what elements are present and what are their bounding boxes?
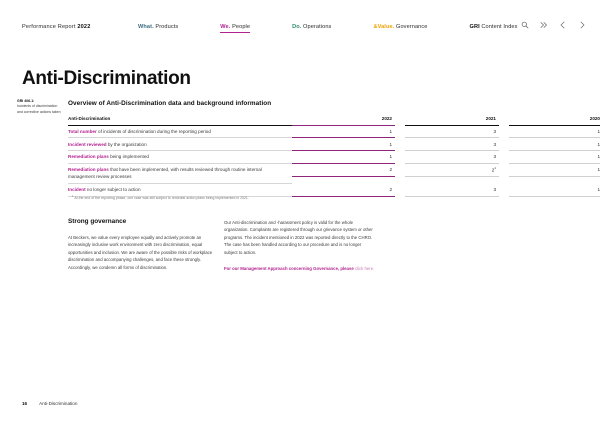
footnote-text: At the end of the reporting phase, one case was still subject to remedial action plans being implemented in 2021.: [74, 196, 249, 201]
table-row-header-label: Anti-Discrimination: [68, 113, 292, 126]
nav-item-people[interactable]: [220, 24, 250, 33]
row-lead: Total number: [68, 128, 97, 134]
footer-page-number: 16: [22, 401, 28, 406]
column-header-2021: 2021: [405, 113, 499, 126]
cell-2020: 1: [509, 138, 600, 151]
table-footnote: [72, 195, 249, 200]
cell-2021: 3: [405, 184, 499, 197]
nav-item-governance-lead: &Value.: [373, 24, 395, 30]
cell-2020: 1: [509, 126, 600, 139]
cell-2020: 1: [509, 151, 600, 164]
row-rest: by the organization: [106, 141, 147, 147]
row-lead: Remediation plans: [68, 167, 109, 173]
prev-page-icon[interactable]: [559, 21, 567, 29]
search-icon[interactable]: [521, 21, 529, 29]
nav-item-products-lead: What.: [138, 24, 154, 30]
overview-heading: Overview of Anti-Discrimination data and background information: [68, 100, 272, 107]
column-header-2020: 2020: [509, 113, 600, 126]
section-heading-strong-governance: Strong governance: [68, 218, 127, 225]
nav-item-products-label: Products: [153, 24, 179, 30]
row-rest: of incidents of discrimination during the reporting period: [96, 128, 211, 134]
row-lead: Remediation plans: [68, 154, 109, 160]
cell-2021: [405, 164, 499, 177]
table-row: [68, 126, 600, 139]
table-row-label: [68, 126, 292, 139]
nav-item-products[interactable]: [138, 24, 178, 30]
footnote-marker: 1: [72, 195, 74, 198]
row-rest: being implemented: [108, 154, 149, 160]
gri-margin-note: [17, 99, 61, 115]
page-title: Anti-Discrimination: [22, 67, 191, 89]
gri-note-text: Incidents of discrimination and corrective actions taken: [17, 104, 61, 114]
column-header-2022: 2022: [292, 113, 395, 126]
table-row-label: [68, 164, 292, 184]
table-row-label: [68, 151, 292, 164]
table-header-row: [68, 113, 600, 126]
cell-2021: 3: [405, 151, 499, 164]
cell-2020: 1: [509, 184, 600, 197]
cell-2022: 1: [292, 151, 395, 164]
nav-item-people-label: People: [230, 24, 251, 30]
nav-icon-group: [521, 21, 586, 29]
table-row: [68, 138, 600, 151]
row-lead: Incident: [68, 187, 86, 193]
row-lead: Incident reviewed: [68, 141, 107, 147]
expand-icon[interactable]: [540, 21, 548, 29]
brand-prefix: Performance Report: [22, 24, 78, 30]
table-row-label: [68, 138, 292, 151]
cell-2021-value: 2: [491, 167, 495, 173]
nav-item-gri-lead: GRI: [469, 24, 480, 30]
cell-2020: 1: [509, 164, 600, 177]
gri-note-code: GRI 406-1:: [17, 99, 35, 103]
footer-section-title: Anti-Discrimination: [39, 401, 78, 406]
nav-item-operations[interactable]: [292, 24, 331, 30]
anti-discrimination-table: [68, 113, 600, 197]
next-page-icon[interactable]: [578, 21, 586, 29]
row-rest: that have been implemented, with results reviewed through routine internal management review processes: [68, 167, 262, 180]
nav-item-gri-label: Content Index: [479, 24, 518, 30]
nav-item-people-lead: We.: [220, 24, 231, 30]
nav-links: [138, 24, 518, 33]
nav-item-governance-label: Governance: [394, 24, 428, 30]
cell-2022: 1: [292, 126, 395, 139]
nav-item-operations-label: Operations: [301, 24, 332, 30]
table-row: [68, 164, 600, 184]
cell-2022: 2: [292, 184, 395, 197]
page-footer: [22, 401, 77, 406]
nav-item-operations-lead: Do.: [292, 24, 302, 30]
cell-2022: 2: [292, 164, 395, 177]
row-rest: no longer subject to action: [85, 187, 141, 193]
cell-2021-footnote-marker: 1: [494, 166, 496, 171]
cell-2021: 3: [405, 138, 499, 151]
cell-2022: 1: [292, 138, 395, 151]
governance-left-column: At Beckers, we value every employee equally and actively promote an increasingly inclusive work environment with zero discrimination, equal opportunities and inclusion. We are aware of the possible risks of workplace discrimination and accompanying challenges, and face these strongly. Accordingly, we condemn all forms of discrimination.: [68, 235, 213, 270]
governance-right-body: Our Anti-discrimination and -harassment policy is valid for the whole organization. Complaints are registered through our grievance system or other programs. The incident mentioned in 2022 was reported directly to the CHRO. The case has been handled according to our procedure and is no longer subject to action.: [224, 220, 373, 255]
brand-label: [22, 24, 91, 30]
brand-year: 2022: [77, 24, 91, 30]
nav-item-gri-content-index[interactable]: [470, 24, 518, 30]
click-here-link[interactable]: click here.: [354, 265, 375, 271]
cta-text: For our Management Approach concerning Governance, please: [224, 265, 355, 271]
cell-2021: 3: [405, 126, 499, 139]
table-row: [68, 151, 600, 164]
nav-item-governance[interactable]: [373, 24, 427, 30]
governance-right-column: [224, 219, 376, 272]
management-approach-cta[interactable]: [224, 265, 376, 272]
top-navigation-bar: [0, 0, 600, 44]
